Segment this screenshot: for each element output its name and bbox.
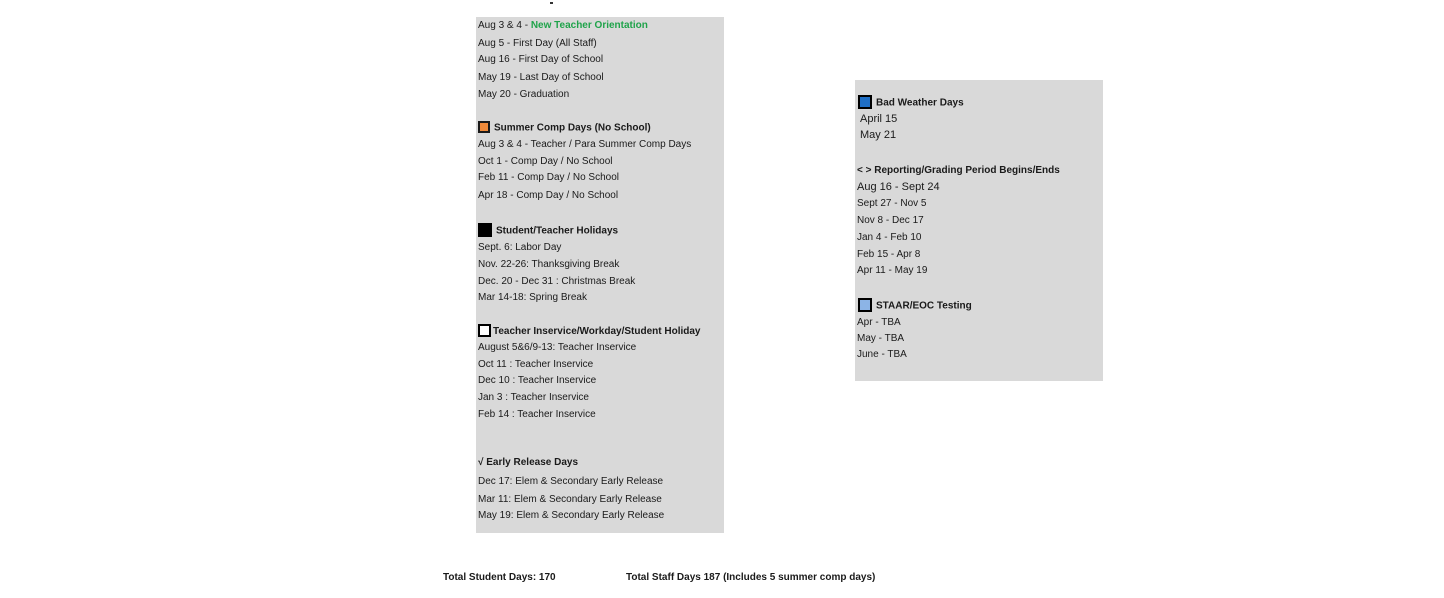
total-student-days: Total Student Days: 170	[443, 572, 556, 583]
holiday-item: Mar 14-18: Spring Break	[478, 292, 587, 303]
blue-swatch-icon	[858, 95, 872, 109]
summer-comp-item: Feb 11 - Comp Day / No School	[478, 172, 619, 183]
orange-swatch-icon	[478, 121, 490, 133]
summer-comp-item: Oct 1 - Comp Day / No School	[478, 156, 613, 167]
early-release-item: Dec 17: Elem & Secondary Early Release	[478, 476, 664, 487]
summer-comp-item: Aug 3 & 4 - Teacher / Para Summer Comp Days	[478, 139, 692, 150]
black-swatch-icon	[478, 223, 492, 237]
calendar-legend-left	[476, 17, 724, 533]
grading-period-item: Nov 8 - Dec 17	[857, 215, 924, 226]
early-release-item: Mar 11: Elem & Secondary Early Release	[478, 494, 662, 505]
grading-period-item: Feb 15 - Apr 8	[857, 249, 921, 260]
staar-item: June - TBA	[857, 349, 907, 360]
inservice-title: Teacher Inservice/Workday/Student Holiday	[493, 326, 701, 338]
staar-heading	[858, 299, 972, 313]
inservice-heading	[478, 325, 700, 338]
staar-item: Apr - TBA	[857, 317, 901, 328]
key-date-item: May 19 - Last Day of School	[478, 72, 604, 83]
total-staff-days: Total Staff Days 187 (Includes 5 summer comp days)	[626, 572, 876, 583]
orientation-label: New Teacher Orientation	[530, 20, 648, 31]
summer-comp-title: Summer Comp Days (No School)	[494, 122, 651, 134]
early-release-item: May 19: Elem & Secondary Early Release	[478, 510, 665, 521]
grading-period-item: Aug 16 - Sept 24	[857, 181, 940, 193]
summer-comp-item: Apr 18 - Comp Day / No School	[478, 190, 619, 201]
bad-weather-heading	[858, 96, 964, 110]
summer-comp-heading	[478, 122, 651, 135]
holiday-item: Sept. 6: Labor Day	[478, 242, 562, 253]
orientation-line	[478, 20, 648, 32]
grading-heading: < > Reporting/Grading Period Begins/Ends	[857, 165, 1060, 176]
early-release-heading: √ Early Release Days	[478, 457, 578, 468]
inservice-item: Oct 11 : Teacher Inservice	[478, 359, 594, 370]
grading-period-item: Jan 4 - Feb 10	[857, 232, 922, 243]
holiday-item: Nov. 22-26: Thanksgiving Break	[478, 259, 620, 270]
orientation-dates: Aug 3 & 4 -	[478, 20, 531, 31]
key-date-item: Aug 5 - First Day (All Staff)	[478, 38, 597, 49]
bad-weather-title: Bad Weather Days	[876, 97, 964, 109]
bad-weather-item: April 15	[860, 113, 898, 125]
inservice-item: August 5&6/9-13: Teacher Inservice	[478, 342, 637, 353]
inservice-item: Feb 14 : Teacher Inservice	[478, 409, 596, 420]
inservice-item: Dec 10 : Teacher Inservice	[478, 375, 597, 386]
holidays-title: Student/Teacher Holidays	[496, 225, 619, 237]
key-date-item: Aug 16 - First Day of School	[478, 54, 604, 65]
staar-item: May - TBA	[857, 333, 905, 344]
holiday-item: Dec. 20 - Dec 31 : Christmas Break	[478, 276, 636, 287]
grading-period-item: Sept 27 - Nov 5	[857, 198, 927, 209]
bad-weather-item: May 21	[860, 129, 897, 141]
staar-title: STAAR/EOC Testing	[876, 300, 972, 312]
light-blue-swatch-icon	[858, 298, 872, 312]
grading-period-item: Apr 11 - May 19	[857, 265, 928, 276]
key-date-item: May 20 - Graduation	[478, 89, 570, 100]
cropped-text-fragment	[550, 2, 553, 4]
holidays-heading	[478, 224, 618, 238]
calendar-legend-right	[855, 80, 1103, 381]
white-swatch-icon	[478, 324, 491, 337]
inservice-item: Jan 3 : Teacher Inservice	[478, 392, 589, 403]
